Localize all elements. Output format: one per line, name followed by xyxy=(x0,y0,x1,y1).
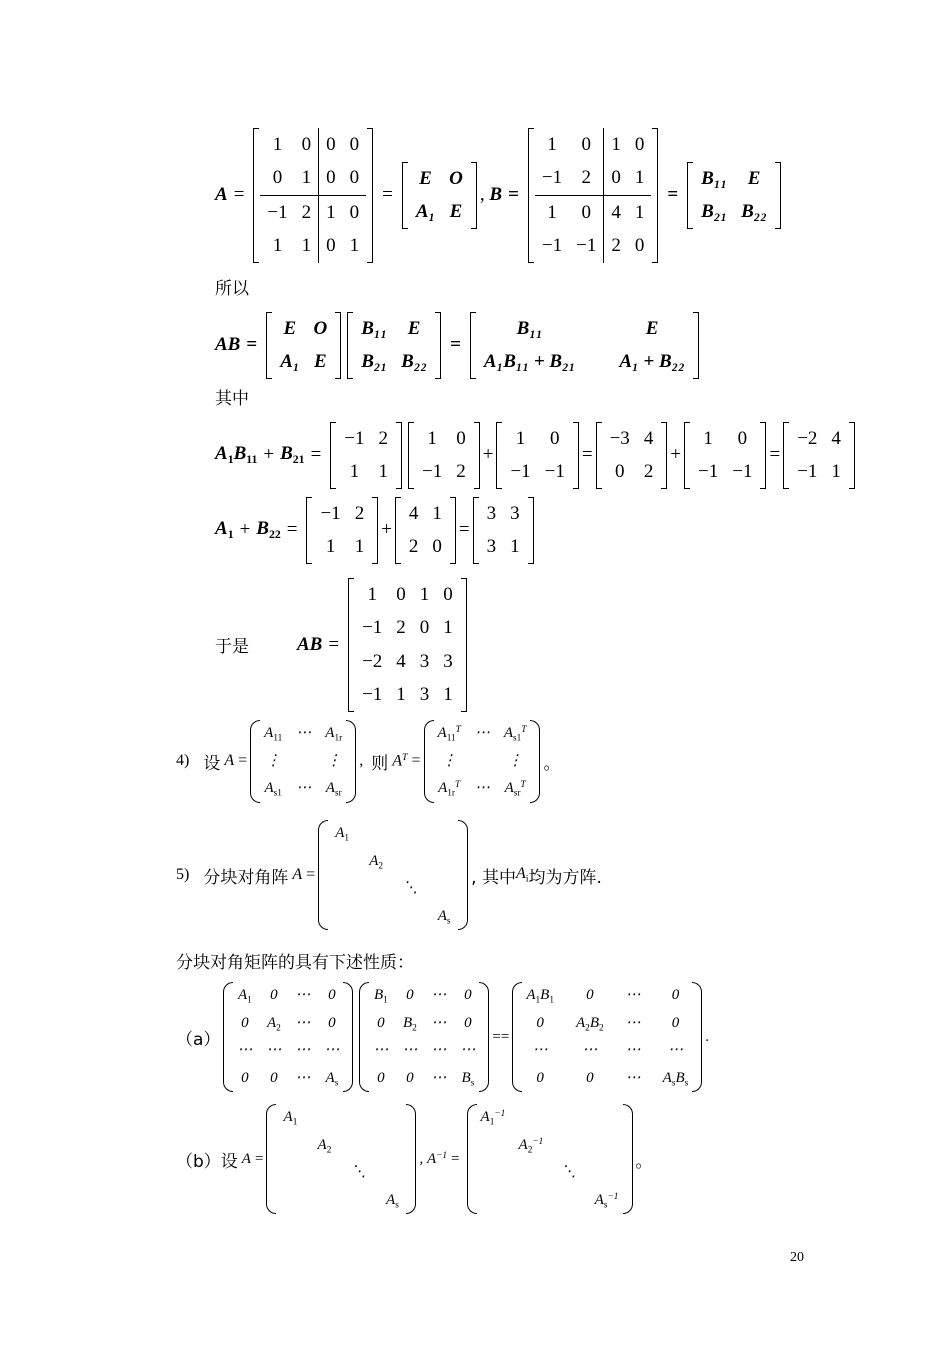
matrix-A-block: E O A₁ E xyxy=(402,162,477,229)
matrix-sum2: 3 3 3 1 xyxy=(473,497,534,564)
matrix-B: 1 0 1 0 −1 2 0 1 1 0 4 1 −1 −1 2 0 xyxy=(528,128,658,263)
text-yushi: 于是 xyxy=(215,637,249,658)
matrix-B22: 4 1 2 0 xyxy=(395,497,456,564)
text-qizhong: 其中 xyxy=(215,389,249,409)
matrix-prod1: −3 4 0 2 xyxy=(596,422,668,489)
symbol-A: A xyxy=(215,184,228,206)
matrix-B11: 1 0 −1 2 xyxy=(408,422,480,489)
symbol-B: B xyxy=(489,184,503,206)
matrix-definitions-line: A = 1 0 0 0 0 1 0 0 −1 2 1 0 1 1 0 1 = E O A₁ E , B = 1 0 1 0 −1 2 0 1 1 0 4 1 −1 −1 2 0 = B₁₁ E B₂₁ B₂₂ xyxy=(215,128,784,263)
matrix-diag-Ainv: $A_1^{-1}$ $A_2^{-1}$ ⋱ $A_s^{-1}$ xyxy=(467,1104,633,1214)
block-product-line: AB = E O A₁ E B₁₁ E B₂₁ B₂₂ = B₁₁ E A₁B₁₁ + B₂₁ A₁ + B₂₂ xyxy=(215,312,702,379)
item-4-transpose: 4) 设 A = $A_{11}$ ⋯ $A_{1r}$ ⋮ ⋮ $A_{s1}$ ⋯ $A_{sr}$ , 则 $A^T$ = $A_{11}^T$ ⋯ $A_{s1}^T$ ⋮ ⋮ $A_{1r}^T$ ⋯ $A_{sr}^T$ 。 xyxy=(176,720,560,803)
ab-final-line: 于是 AB = 1 0 1 0 −1 2 0 1 −2 4 3 3 −1 1 3 1 xyxy=(215,578,470,712)
prop-a: （a） $A_1$ 0 ⋯ 0 0 $A_2$ ⋯ 0 ⋯ ⋯ ⋯ ⋯ 0 0 ⋯ $A_s$ $B_1$ 0 ⋯ 0 0 $B_2$ ⋯ 0 ⋯ ⋯ ⋯ ⋯ 0 0 ⋯ $B_s$ == $A_1B_1$ 0 ⋯ 0 0 $A_2B_2$ ⋯ 0 ⋯ ⋯ ⋯ ⋯ 0 0 ⋯ $A_sB_s$ . xyxy=(176,982,709,1092)
matrix-B-block-2: B₁₁ E B₂₁ B₂₂ xyxy=(347,312,441,379)
matrix-diag-B: $B_1$ 0 ⋯ 0 0 $B_2$ ⋯ 0 ⋯ ⋯ ⋯ ⋯ 0 0 ⋯ $B_s$ xyxy=(359,982,489,1092)
props-heading: 分块对角矩阵的具有下述性质： xyxy=(176,953,414,973)
matrix-A-general: $A_{11}$ ⋯ $A_{1r}$ ⋮ ⋮ $A_{s1}$ ⋯ $A_{sr}$ xyxy=(250,720,356,803)
matrix-B21-2: 1 0 −1 −1 xyxy=(684,422,766,489)
matrix-A-block-2: E O A₁ E xyxy=(266,312,341,379)
matrix-A: 1 0 0 0 0 1 0 0 −1 2 1 0 1 1 0 1 xyxy=(253,128,373,263)
prop-b: （b）设 A = $A_1$ $A_2$ ⋱ $A_s$ , $A^{-1}$ = $A_1^{-1}$ $A_2^{-1}$ ⋱ $A_s^{-1}$ 。 xyxy=(176,1104,653,1214)
item-5-block-diagonal: 5) 分块对角阵 A = $A_1$ $A_2$ ⋱ $A_s$ , 其中 $A_i$ 均为方阵. xyxy=(176,820,602,930)
matrix-A1: −1 2 1 1 xyxy=(330,422,402,489)
matrix-AB-final: 1 0 1 0 −1 2 0 1 −2 4 3 3 −1 1 3 1 xyxy=(348,578,467,712)
matrix-A-transpose: $A_{11}^T$ ⋯ $A_{s1}^T$ ⋮ ⋮ $A_{1r}^T$ ⋯ $A_{sr}^T$ xyxy=(424,720,541,803)
text-suoyi: 所以 xyxy=(215,279,249,299)
matrix-diag-AB: $A_1B_1$ 0 ⋯ 0 0 $A_2B_2$ ⋯ 0 ⋯ ⋯ ⋯ ⋯ 0 0 ⋯ $A_sB_s$ xyxy=(512,982,702,1092)
matrix-AB-result: B₁₁ E A₁B₁₁ + B₂₁ A₁ + B₂₂ xyxy=(470,312,699,379)
a1-plus-b22-line: $A_1$ + $B_{22}$ = −1 2 1 1 + 4 1 2 0 = 3 3 3 1 xyxy=(215,497,537,564)
matrix-B21: 1 0 −1 −1 xyxy=(496,422,578,489)
page-number: 20 xyxy=(790,1250,804,1265)
matrix-diag-A-b: $A_1$ $A_2$ ⋱ $A_s$ xyxy=(266,1104,416,1214)
matrix-B-block: B₁₁ E B₂₁ B₂₂ xyxy=(687,162,781,229)
matrix-A1-2: −1 2 1 1 xyxy=(306,497,378,564)
matrix-block-diag: $A_1$ $A_2$ ⋱ $A_s$ xyxy=(318,820,468,930)
matrix-sum1: −2 4 −1 1 xyxy=(783,422,855,489)
matrix-diag-A: $A_1$ 0 ⋯ 0 0 $A_2$ ⋯ 0 ⋯ ⋯ ⋯ ⋯ 0 0 ⋯ $A_s$ xyxy=(223,982,353,1092)
a1b11-line: $A_1B_{11}$ + $B_{21}$ = −1 2 1 1 1 0 −1 2 + 1 0 −1 −1 = −3 4 0 2 + 1 0 −1 −1 = −2 4 −1 1 xyxy=(215,422,858,489)
